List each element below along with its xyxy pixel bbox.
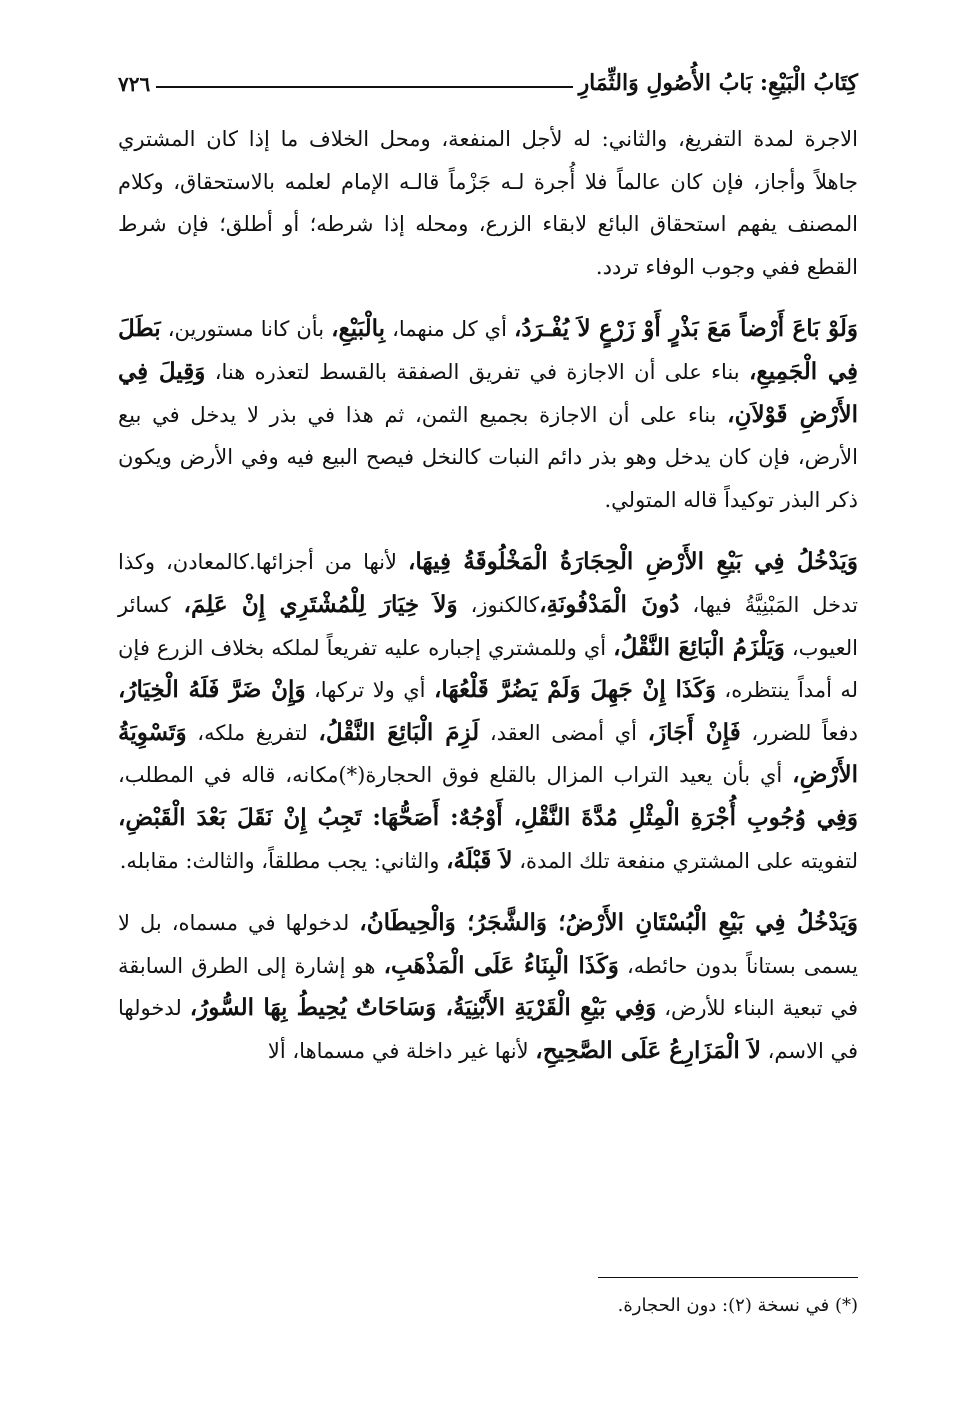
matn-text: وَيَدْخُلُ فِي بَيْعِ الأَرْضِ الْحِجَارَةُ الْمَخْلُوقَةُ فِيهَا، [408,548,858,576]
commentary-text: بناء على أن الاجازة بجميع الثمن، ثم هذا في بذر لا يدخل في بيع الأرض، فإن كان يدخل وهو بذر دائم النبات كالنخل فيصح البيع فيه وفي الأرض ويكون ذكر البذر توكيداً قاله المتولي. [118,402,858,512]
commentary-text: أي وللمشتري إجباره عليه تفريعاً لملكه بخلاف الزرع فإن له أمداً ينتظره، [118,635,858,703]
footnote: (*) في نسخة (٢): دون الحجارة. [617,1295,858,1316]
commentary-text: أي ولا تركها، [305,678,434,703]
running-title: كِتَابُ الْبَيْعِ: بَابُ الأُصُولِ وَالثِّمَارِ [578,70,858,96]
commentary-text: أي بأن يعيد التراب المزال بالقلع فوق الحجارة(*)مكانه، قاله في المطلب، [118,763,793,788]
commentary-text: لأنها من أجزائها.كالمعادن، وكذا تدخل المَبْنِيَّةُ فيها، [118,550,858,617]
paragraph [118,902,858,1072]
commentary-text: أي كل منهما، [385,317,514,342]
matn-text: وَكَذَا إِنْ جَهِلَ وَلَمْ يَضُرَّ قَلْعُهَا، [433,676,716,704]
commentary-text: كسائر العيوب، [118,592,858,660]
body-text [118,118,858,1092]
paragraph [118,308,858,521]
page-number: ٧٢٦ [118,72,151,96]
commentary-text: دفعاً للضرر، [740,720,858,745]
matn-text: وَلاَ خِيَارَ لِلْمُشْتَرِي إِنْ عَلِمَ، [183,590,458,618]
footnote-rule [598,1277,858,1278]
matn-text: وَتَسْوِيَةُ الأَرْضِ، [118,718,858,789]
matn-text: فَإِنْ أَجَازَ، [647,718,741,746]
commentary-text: كالكنوز، [457,592,540,617]
commentary-text: بناء على أن الاجازة في تفريق الصفقة بالقسط لتعذره هنا، [205,359,749,384]
header-rule [156,86,572,88]
commentary-text: لأنها غير داخلة في مسماها، ألا [267,1038,536,1063]
matn-text: لَزِمَ الْبَائِعَ النَّقْلُ، [318,718,480,746]
paragraph [118,118,858,288]
commentary-text: والثاني: يجب مطلقاً، والثالث: مقابله. [119,848,447,873]
matn-text: لاَ الْمَزَارِعُ عَلَى الصَّحِيحِ، [535,1036,761,1064]
matn-text: وَقِيلَ فِي الأَرْضِ قَوْلاَنِ، [118,357,858,428]
matn-text: لاَ قَبْلَهُ، [446,846,513,874]
matn-text: بِالْبَيْعِ، [331,315,386,343]
commentary-text: الاجرة لمدة التفريغ، والثاني: له لأجل المنفعة، ومحل الخلاف ما إذا كان المشتري جاهلاً وأجاز، فإن كان عالماً فلا أُجرة لـه جَزْماً قالـه الإمام لعلمه بالاستحقاق، وكلام المصنف يفهم استحقاق البائع لابقاء الزرع، ومحله إذا شرطه؛ أو أطلق؛ فإن شرط القطع ففي وجوب الوفاء تردد. [118,127,858,279]
matn-text: وَفِي بَيْعِ الْقَرْيَةِ الأَبْنِيَةُ، وَسَاحَاتٌ يُحِيطُ بِهَا السُّورُ، [189,994,657,1022]
matn-text: وَكَذَا الْبِنَاءُ عَلَى الْمَذْهَبِ، [383,951,619,979]
matn-text: وَإِنْ ضَرَّ فَلَهُ الْخِيَارُ، [118,676,306,704]
commentary-text: لدخولها في الاسم، [118,996,858,1063]
commentary-text: أي أمضى العقد، [479,720,648,745]
matn-text: وَيَلْزَمُ الْبَائِعَ النَّقْلُ، [613,633,785,661]
matn-text: دُونَ الْمَدْفُونَةِ، [539,590,680,618]
running-header [118,52,858,96]
commentary-text: لدخولها في مسماه، بل لا يسمى بستاناً بدون حائطه، [118,911,858,978]
paragraph [118,541,858,882]
matn-text: بَطَلَ فِي الْجَمِيعِ، [118,315,858,385]
matn-text: وَيَدْخُلُ فِي بَيْعِ الْبُسْتَانِ الأَرْضُ؛ وَالشَّجَرُ؛ وَالْحِيطَانُ، [359,909,858,937]
commentary-text: بأن كانا مستورين، [160,317,332,342]
matn-text: وَلَوْ بَاعَ أَرْضاً مَعَ بَذْرٍ أَوْ زَرْعٍ لاَ يُفْـرَدُ، [514,315,858,343]
commentary-text: هو إشارة إلى الطرق السابقة في تبعية البناء للأرض، [118,953,858,1021]
commentary-text: لتفويته على المشتري منفعة تلك المدة، [512,848,858,873]
matn-text: وَفِي وُجُوبِ أُجْرَةِ الْمِثْلِ مُدَّةَ النَّقْلِ، أَوْجُهٌ: أَصَحُّهَا: تَجِبُ إِنْ نَقَلَ بَعْدَ الْقَبْضِ، [118,803,858,831]
commentary-text: لتفريغ ملكه، [186,720,319,745]
